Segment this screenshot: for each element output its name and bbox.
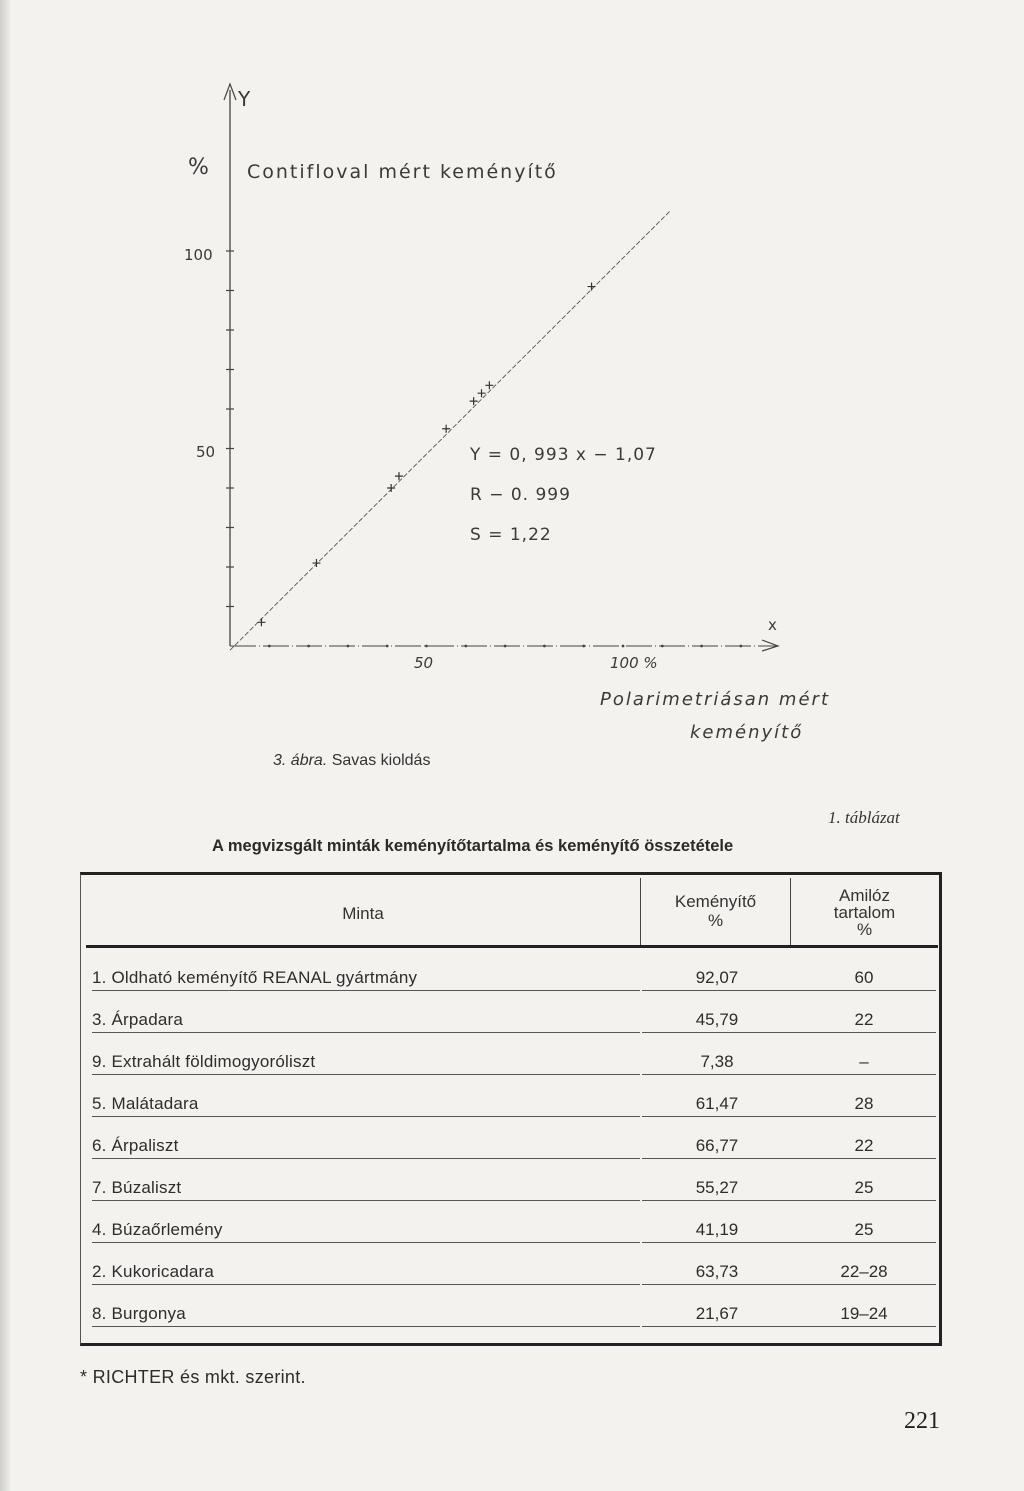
row-starch-value: 21,67	[642, 1302, 792, 1327]
row-sample-name: 4. Búzaőrlemény	[92, 1218, 640, 1243]
regression-equation: Y = 0, 993 x − 1,07	[470, 445, 657, 465]
row-sample-name: 5. Malátadara	[92, 1092, 640, 1117]
header-rule	[86, 945, 938, 948]
row-sample-name: 9. Extrahált földimogyoróliszt	[92, 1050, 640, 1075]
y-tick-label-100: 100	[184, 246, 213, 264]
regression-line	[230, 211, 670, 650]
table-number: 1. táblázat	[828, 808, 900, 827]
header-amylose-line1: Amilóz	[838, 886, 890, 905]
x-tick-mark	[582, 645, 585, 648]
table-row	[86, 966, 938, 1008]
row-amylose-value: 22	[792, 1008, 936, 1033]
header-starch	[641, 893, 790, 929]
y-tick-label-50: 50	[196, 443, 216, 461]
chart-title: Contifloval mért keményítő	[247, 161, 558, 183]
data-point	[312, 559, 320, 567]
x-tick-mark	[661, 645, 664, 648]
row-sample-name: 8. Burgonya	[92, 1302, 640, 1327]
table-row	[86, 1050, 938, 1092]
x-tick-mark	[504, 645, 507, 648]
row-amylose-value: 22	[792, 1134, 936, 1159]
figure-caption	[273, 752, 430, 770]
row-amylose-value: 25	[792, 1176, 936, 1201]
header-amylose	[791, 887, 938, 938]
x-tick-mark	[700, 645, 703, 648]
x-tick-mark	[740, 645, 743, 648]
row-amylose-value: 19–24	[792, 1302, 936, 1327]
y-unit-label: %	[188, 155, 209, 180]
row-starch-value: 61,47	[642, 1092, 792, 1117]
x-tick-label-50: 50	[414, 654, 434, 672]
table-row	[86, 1260, 938, 1302]
row-starch-value: 41,19	[642, 1218, 792, 1243]
y-axis-letter: Y	[238, 87, 251, 111]
row-amylose-value: 25	[792, 1218, 936, 1243]
row-amylose-value: 60	[792, 966, 936, 991]
page-number: 221	[904, 1408, 940, 1434]
row-starch-value: 45,79	[642, 1008, 792, 1033]
table-row	[86, 1008, 938, 1050]
row-sample-name: 7. Búzaliszt	[92, 1176, 640, 1201]
data-point	[588, 283, 596, 291]
row-amylose-value: 28	[792, 1092, 936, 1117]
x-tick-label-100: 100 %	[610, 654, 658, 672]
row-starch-value: 92,07	[642, 966, 792, 991]
row-sample-name: 2. Kukoricadara	[92, 1260, 640, 1285]
header-starch-line2: %	[707, 911, 724, 930]
x-tick-mark	[425, 645, 428, 648]
x-tick-mark	[268, 645, 271, 648]
data-point	[387, 484, 395, 492]
row-amylose-value: –	[792, 1050, 936, 1075]
row-sample-name: 6. Árpaliszt	[92, 1134, 640, 1159]
x-tick-mark	[622, 645, 625, 648]
data-point	[470, 397, 478, 405]
std-error-value: S = 1,22	[470, 525, 552, 545]
x-tick-mark	[543, 645, 546, 648]
header-amylose-line3: %	[856, 920, 873, 939]
row-starch-value: 7,38	[642, 1050, 792, 1075]
row-amylose-value: 22–28	[792, 1260, 936, 1285]
header-starch-line1: Keményítő	[674, 892, 757, 911]
data-point	[485, 381, 493, 389]
row-starch-value: 55,27	[642, 1176, 792, 1201]
x-axis-title-line2: keményítő	[690, 722, 804, 743]
header-sample: Minta	[342, 904, 384, 923]
table-title: A megvizsgált minták keményítőtartalma és keményítő összetétele	[212, 837, 734, 855]
x-tick-mark	[307, 645, 310, 648]
table-row	[86, 1134, 938, 1176]
x-tick-mark	[464, 645, 467, 648]
figure-caption-number: 3. ábra.	[273, 752, 328, 769]
correlation-value: R − 0. 999	[470, 485, 571, 505]
x-tick-mark	[347, 645, 350, 648]
table-row	[86, 1092, 938, 1134]
row-starch-value: 63,73	[642, 1260, 792, 1285]
fit-line-layer	[230, 211, 670, 650]
row-starch-value: 66,77	[642, 1134, 792, 1159]
x-axis-title-line1: Polarimetriásan mért	[600, 689, 831, 710]
table-row	[86, 1218, 938, 1260]
table-row	[86, 1302, 938, 1344]
row-sample-name: 3. Árpadara	[92, 1008, 640, 1033]
data-point	[257, 618, 265, 626]
header-amylose-line2: tartalom	[833, 903, 896, 922]
x-axis-letter: x	[768, 616, 777, 634]
footnote: * RICHTER és mkt. szerint.	[80, 1367, 306, 1387]
row-sample-name: 1. Oldható keményítő REANAL gyártmány	[92, 966, 640, 991]
table-row	[86, 1176, 938, 1218]
x-tick-mark	[386, 645, 389, 648]
figure-caption-text: Savas kioldás	[331, 752, 431, 769]
